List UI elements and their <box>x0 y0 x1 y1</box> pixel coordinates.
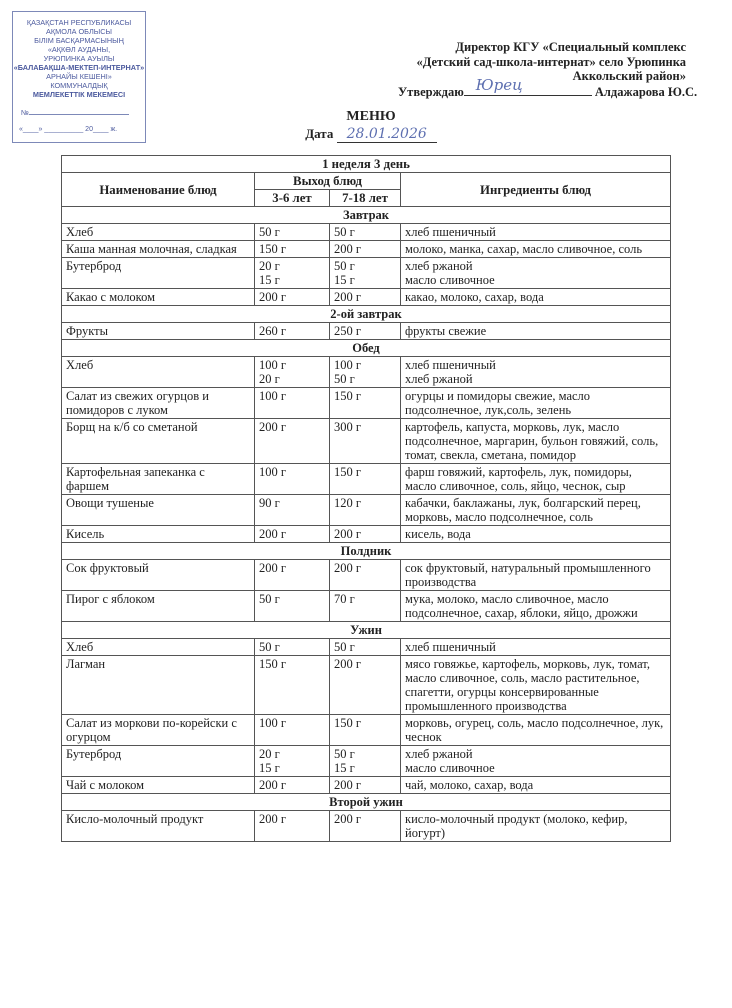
table-row <box>62 560 671 591</box>
header-yield: Выход блюд <box>255 173 401 190</box>
ingredients <box>401 464 671 495</box>
ingredients-value: молоко, манка, сахар, масло сливочное, соль <box>405 242 643 256</box>
section-header <box>62 794 671 811</box>
approval-line-2: «Детский сад-школа-интернат» село Урюпинка <box>416 54 686 69</box>
section-title: 2-ой завтрак <box>62 306 671 323</box>
ingredients-value: какао, молоко, сахар, вода <box>405 290 544 304</box>
yield-7-18 <box>330 464 401 495</box>
table-row <box>62 224 671 241</box>
yield-7-18-value: 200 г <box>334 812 362 826</box>
dish-name: Чай с молоком <box>62 777 255 794</box>
yield-3-6 <box>255 224 330 241</box>
header-age-3-6: 3-6 лет <box>255 190 330 207</box>
yield-3-6 <box>255 419 330 464</box>
yield-3-6-value: 150 г <box>259 657 287 671</box>
stamp-line: ҚАЗАҚСТАН РЕСПУБЛИКАСЫ <box>26 18 132 27</box>
ingredients <box>401 560 671 591</box>
table-row <box>62 746 671 777</box>
yield-3-6-value: 50 г <box>259 225 280 239</box>
stamp-date-field: «____» __________ 20____ ж. <box>19 126 118 133</box>
ingredients <box>401 224 671 241</box>
table-row <box>62 357 671 388</box>
stamp-number-label: № <box>21 108 29 117</box>
dish-name: Каша манная молочная, сладкая <box>62 241 255 258</box>
yield-3-6-value: 100 г <box>259 465 287 479</box>
yield-3-6-value: 15 г <box>259 273 280 287</box>
ingredients <box>401 323 671 340</box>
yield-3-6 <box>255 777 330 794</box>
yield-7-18 <box>330 323 401 340</box>
header-dish-name: Наименование блюд <box>62 173 255 207</box>
yield-7-18-value: 200 г <box>334 561 362 575</box>
yield-7-18 <box>330 746 401 777</box>
ingredients-value: хлеб ржаной <box>405 259 473 273</box>
ingredients-value: морковь, огурец, соль, масло подсолнечное, лук, чеснок <box>405 716 664 744</box>
yield-7-18-value: 200 г <box>334 242 362 256</box>
period-header: 1 неделя 3 день <box>62 156 671 173</box>
section-header <box>62 207 671 224</box>
ingredients <box>401 419 671 464</box>
dish-name: Борщ на к/б со сметаной <box>62 419 255 464</box>
document-title <box>0 109 732 143</box>
yield-3-6 <box>255 258 330 289</box>
yield-7-18-value: 200 г <box>334 657 362 671</box>
dish-name: Сок фруктовый <box>62 560 255 591</box>
ingredients-value: кабачки, баклажаны, лук, болгарский перец, морковь, масло подсолнечное, соль <box>405 496 641 524</box>
section-title: Ужин <box>62 622 671 639</box>
ingredients-value: кисло-молочный продукт (молоко, кефир, йогурт) <box>405 812 628 840</box>
table-row <box>62 526 671 543</box>
yield-3-6 <box>255 656 330 715</box>
yield-3-6-value: 200 г <box>259 812 287 826</box>
yield-3-6 <box>255 357 330 388</box>
dish-name: Хлеб <box>62 639 255 656</box>
yield-3-6 <box>255 495 330 526</box>
table-row <box>62 656 671 715</box>
ingredients <box>401 526 671 543</box>
ingredients <box>401 746 671 777</box>
yield-3-6-value: 100 г <box>259 358 287 372</box>
ingredients-value: фрукты свежие <box>405 324 487 338</box>
yield-7-18 <box>330 560 401 591</box>
yield-7-18-value: 150 г <box>334 465 362 479</box>
ingredients-value: фарш говяжий, картофель, лук, помидоры, масло сливочное, соль, яйцо, чеснок, сыр <box>405 465 632 493</box>
ingredients <box>401 591 671 622</box>
yield-7-18-value: 50 г <box>334 225 355 239</box>
yield-3-6 <box>255 388 330 419</box>
section-header <box>62 306 671 323</box>
yield-7-18 <box>330 526 401 543</box>
yield-7-18 <box>330 715 401 746</box>
yield-7-18 <box>330 656 401 715</box>
yield-3-6 <box>255 746 330 777</box>
menu-table-body <box>62 207 671 842</box>
ingredients <box>401 639 671 656</box>
yield-3-6-value: 100 г <box>259 389 287 403</box>
ingredients-value: кисель, вода <box>405 527 471 541</box>
approval-line-3: Аккольский район» <box>572 69 686 83</box>
ingredients-value: масло сливочное <box>405 273 495 287</box>
menu-table <box>61 155 671 842</box>
section-header <box>62 340 671 357</box>
yield-7-18 <box>330 241 401 258</box>
yield-3-6 <box>255 639 330 656</box>
stamp-line: АҚМОЛА ОБЛЫСЫ <box>46 27 112 36</box>
ingredients-value: масло сливочное <box>405 761 495 775</box>
table-row <box>62 258 671 289</box>
yield-3-6-value: 200 г <box>259 527 287 541</box>
signature: Юрец <box>475 76 523 94</box>
table-row <box>62 777 671 794</box>
yield-7-18 <box>330 419 401 464</box>
ingredients-value: огурцы и помидоры свежие, масло подсолнечное, лук,соль, зелень <box>405 389 591 417</box>
approval-block <box>416 40 686 84</box>
yield-7-18-value: 250 г <box>334 324 362 338</box>
ingredients <box>401 289 671 306</box>
ingredients <box>401 241 671 258</box>
yield-7-18-value: 200 г <box>334 778 362 792</box>
yield-3-6-value: 20 г <box>259 747 280 761</box>
yield-7-18-value: 50 г <box>334 259 355 273</box>
yield-7-18-value: 70 г <box>334 592 355 606</box>
yield-3-6-value: 20 г <box>259 259 280 273</box>
yield-7-18 <box>330 777 401 794</box>
yield-3-6-value: 200 г <box>259 561 287 575</box>
table-row <box>62 241 671 258</box>
stamp-line: МЕМЛЕКЕТТІК МЕКЕМЕСІ <box>32 90 126 99</box>
yield-3-6 <box>255 526 330 543</box>
dish-name: Овощи тушеные <box>62 495 255 526</box>
ingredients <box>401 715 671 746</box>
yield-7-18-value: 100 г <box>334 358 362 372</box>
ingredients <box>401 495 671 526</box>
table-row <box>62 419 671 464</box>
dish-name: Бутерброд <box>62 746 255 777</box>
yield-3-6-value: 15 г <box>259 761 280 775</box>
stamp-line: «АҚКӨЛ АУДАНЫ, <box>47 45 111 54</box>
table-row <box>62 811 671 842</box>
ingredients-value: хлеб ржаной <box>405 747 473 761</box>
table-row <box>62 639 671 656</box>
section-title: Обед <box>62 340 671 357</box>
yield-7-18 <box>330 258 401 289</box>
yield-7-18-value: 15 г <box>334 273 355 287</box>
yield-3-6-value: 100 г <box>259 716 287 730</box>
dish-name: Бутерброд <box>62 258 255 289</box>
yield-3-6-value: 90 г <box>259 496 280 510</box>
yield-7-18 <box>330 224 401 241</box>
yield-7-18 <box>330 289 401 306</box>
table-row <box>62 495 671 526</box>
ingredients <box>401 811 671 842</box>
ingredients <box>401 388 671 419</box>
date-label: Дата <box>305 126 334 141</box>
ingredients-value: мука, молоко, масло сливочное, масло подсолнечное, сахар, яблоки, яйцо, дрожжи <box>405 592 638 620</box>
dish-name: Салат из свежих огурцов и помидоров с луком <box>62 388 255 419</box>
stamp-line: КОММУНАЛДЫҚ <box>50 81 108 90</box>
yield-7-18 <box>330 639 401 656</box>
ingredients <box>401 258 671 289</box>
dish-name: Картофельная запеканка с фаршем <box>62 464 255 495</box>
header-ingredients: Ингредиенты блюд <box>401 173 671 207</box>
section-header <box>62 622 671 639</box>
approval-line-1: Директор КГУ «Специальный комплекс <box>455 40 686 54</box>
dish-name: Фрукты <box>62 323 255 340</box>
ingredients-value: картофель, капуста, морковь, лук, масло подсолнечное, маргарин, бульон говяжий, соль, томат, свекла, сметана, помидор <box>405 420 659 462</box>
yield-7-18-value: 50 г <box>334 747 355 761</box>
yield-3-6 <box>255 591 330 622</box>
yield-3-6-value: 50 г <box>259 592 280 606</box>
section-title: Завтрак <box>62 207 671 224</box>
yield-3-6-value: 200 г <box>259 778 287 792</box>
section-title: Полдник <box>62 543 671 560</box>
table-row <box>62 323 671 340</box>
ingredients-value: хлеб ржаной <box>405 372 473 386</box>
yield-7-18-value: 50 г <box>334 640 355 654</box>
date-value: 28.01.2026 <box>337 126 437 143</box>
section-title: Второй ужин <box>62 794 671 811</box>
yield-3-6 <box>255 811 330 842</box>
yield-3-6 <box>255 464 330 495</box>
yield-7-18-value: 15 г <box>334 761 355 775</box>
yield-3-6-value: 150 г <box>259 242 287 256</box>
yield-3-6-value: 200 г <box>259 290 287 304</box>
yield-3-6-value: 50 г <box>259 640 280 654</box>
yield-7-18 <box>330 811 401 842</box>
table-row <box>62 715 671 746</box>
yield-7-18 <box>330 357 401 388</box>
stamp-line: УРЮПИНКА АУЫЛЫ <box>43 54 115 63</box>
dish-name: Салат из моркови по-корейски с огурцом <box>62 715 255 746</box>
yield-3-6-value: 260 г <box>259 324 287 338</box>
dish-name: Пирог с яблоком <box>62 591 255 622</box>
yield-7-18 <box>330 388 401 419</box>
dish-name: Кисло-молочный продукт <box>62 811 255 842</box>
ingredients <box>401 777 671 794</box>
menu-heading: МЕНЮ <box>346 109 396 124</box>
dish-name: Кисель <box>62 526 255 543</box>
ingredients-value: хлеб пшеничный <box>405 640 496 654</box>
yield-7-18-value: 150 г <box>334 716 362 730</box>
ingredients-value: хлеб пшеничный <box>405 225 496 239</box>
dish-name: Лагман <box>62 656 255 715</box>
yield-3-6-value: 20 г <box>259 372 280 386</box>
yield-3-6 <box>255 241 330 258</box>
header-age-7-18: 7-18 лет <box>330 190 401 207</box>
ingredients-value: хлеб пшеничный <box>405 358 496 372</box>
approve-label: Утверждаю <box>398 85 464 99</box>
ingredients-value: мясо говяжье, картофель, морковь, лук, томат, масло сливочное, соль, масло растительное, спагетти, огурцы консервированные промышленного производства <box>405 657 650 713</box>
dish-name: Хлеб <box>62 357 255 388</box>
ingredients <box>401 357 671 388</box>
yield-7-18-value: 50 г <box>334 372 355 386</box>
ingredients-value: сок фруктовый, натуральный промышленного производства <box>405 561 651 589</box>
yield-7-18-value: 200 г <box>334 290 362 304</box>
ingredients <box>401 656 671 715</box>
yield-7-18-value: 300 г <box>334 420 362 434</box>
stamp-line: БІЛІМ БАСҚАРМАСЫНЫҢ <box>34 36 124 45</box>
date-row <box>10 126 732 143</box>
yield-7-18-value: 150 г <box>334 389 362 403</box>
table-row <box>62 388 671 419</box>
yield-3-6 <box>255 715 330 746</box>
yield-7-18 <box>330 591 401 622</box>
yield-3-6-value: 200 г <box>259 420 287 434</box>
signer-name: Алдажарова Ю.С. <box>594 85 698 99</box>
yield-3-6 <box>255 560 330 591</box>
table-row <box>62 289 671 306</box>
stamp-line: «БАЛАБАҚША-МЕКТЕП-ИНТЕРНАТ» <box>13 63 145 72</box>
yield-7-18 <box>330 495 401 526</box>
table-row <box>62 591 671 622</box>
yield-3-6 <box>255 323 330 340</box>
dish-name: Какао с молоком <box>62 289 255 306</box>
yield-3-6 <box>255 289 330 306</box>
stamp-line: АРНАЙЫ КЕШЕНІ» <box>46 72 112 81</box>
signature-line <box>464 76 592 96</box>
yield-7-18-value: 120 г <box>334 496 362 510</box>
ingredients-value: чай, молоко, сахар, вода <box>405 778 534 792</box>
section-header <box>62 543 671 560</box>
dish-name: Хлеб <box>62 224 255 241</box>
table-row <box>62 464 671 495</box>
yield-7-18-value: 200 г <box>334 527 362 541</box>
